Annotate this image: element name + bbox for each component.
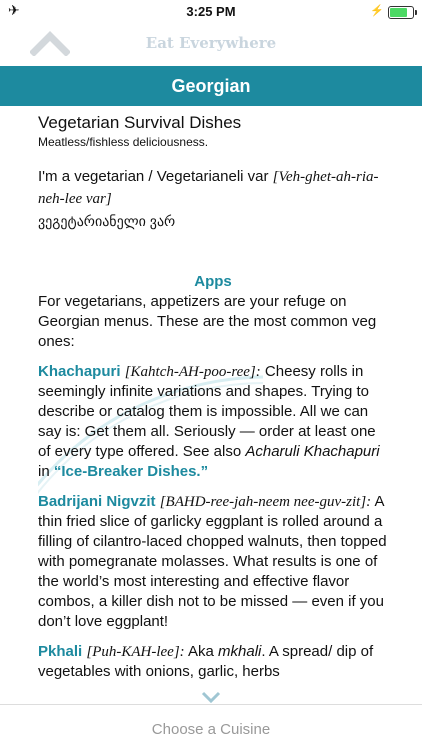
dish-description-cont: in xyxy=(38,463,54,480)
content-scroll[interactable] xyxy=(38,112,388,704)
ice-breaker-link[interactable]: “Ice-Breaker Dishes.” xyxy=(53,463,209,480)
apps-heading: Apps xyxy=(194,273,232,290)
battery-icon xyxy=(388,6,414,19)
section-subtitle: Meatless/fishless deliciousness. xyxy=(38,135,209,149)
dish-description-cont: . A spread/ dip of vegetables with onions, garlic, herbs xyxy=(38,643,374,680)
section-title: Vegetarian Survival Dishes xyxy=(38,113,242,132)
dish-pronunciation: [Puh-KAH-lee]: xyxy=(86,644,185,660)
dish-name: Khachapuri xyxy=(38,363,121,380)
charging-icon: ⚡ xyxy=(370,5,384,17)
cuisine-picker-bar[interactable] xyxy=(0,704,422,751)
dish-pkhali xyxy=(38,642,388,682)
cuisine-banner: Georgian xyxy=(0,66,422,106)
dish-italic: mkhali xyxy=(218,643,262,660)
status-time: 3:25 PM xyxy=(186,4,236,19)
dish-description: Cheesy rolls in seemingly infinite variations and shapes. Trying to describe or catalog them is impossible. All we can say is: Get them all. Seriously — order at least one of every type offered. See also xyxy=(38,363,376,460)
phrase-english: I'm a vegetarian / Vegetarianeli var xyxy=(38,168,269,185)
chevron-down-icon[interactable] xyxy=(201,691,221,703)
dish-description: Aka xyxy=(184,643,219,660)
dish-khachapuri xyxy=(38,362,388,482)
dish-name: Pkhali xyxy=(38,643,83,660)
dish-badrijani xyxy=(38,492,388,632)
dish-italic: Acharuli Khachapuri xyxy=(245,443,380,460)
phrase-pronunciation: [Veh-ghet-ah-ria-neh-lee var] xyxy=(38,169,379,207)
app-title: Eat Everywhere xyxy=(145,34,277,52)
choose-cuisine-label[interactable]: Choose a Cuisine xyxy=(151,721,271,738)
dish-pronunciation: [Kahtch-AH-poo-ree]: xyxy=(124,364,261,380)
dish-description: A thin fried slice of garlicky eggplant is rolled around a filling of cilantro-laced chopped walnuts, then topped with pomegranate molasses. What results is one of the world’s most interesting and effective flavor combos, a killer dish not to be missed — even if you don’t love eggplant! xyxy=(38,493,387,630)
navigation-bar xyxy=(0,22,422,66)
dish-pronunciation: [BAHD-ree-jah-neem nee-guv-zit]: xyxy=(159,494,372,510)
airplane-mode-icon: ✈ xyxy=(8,2,20,18)
dish-name: Badrijani Nigvzit xyxy=(38,493,156,510)
apps-intro: For vegetarians, appetizers are your refuge on Georgian menus. These are the most common veg ones: xyxy=(38,293,377,350)
phrase-georgian: ვეგეტარიანელი ვარ xyxy=(38,213,176,229)
status-bar xyxy=(0,0,422,22)
phrase-line xyxy=(38,166,388,210)
